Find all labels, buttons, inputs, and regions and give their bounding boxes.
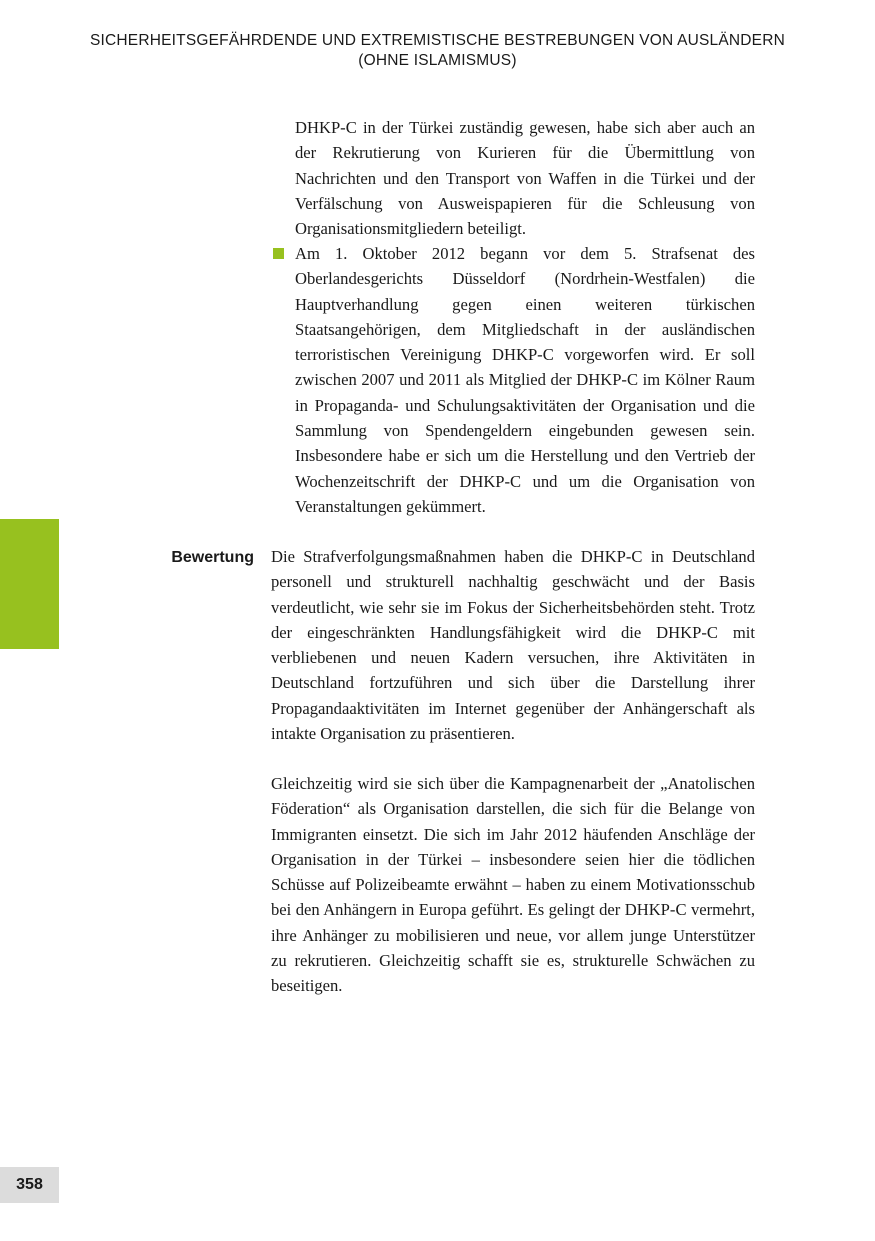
running-header <box>0 31 875 71</box>
assessment-label: Bewertung <box>171 549 254 566</box>
assessment-paragraph-2: Gleichzeitig wird sie sich über die Kampagnenarbeit der „Anatolischen Föderation“ als Organisation darstellen, die sich für die Belange von Immigranten einsetzt. Die sich im Jahr 2012 häufenden Anschläge der Organisation in der Türkei – insbesondere seien hier die tödlichen Schüsse auf Polizeibeamte erwähnt – haben zu einem Motivationsschub bei den Anhängern in Europa geführt. Es gelingt der DHKP-C vermehrt, ihre Anhänger zu mobilisieren und neue, vor allem junge Unterstützer zu rekrutieren. Gleichzeitig schafft sie es, strukturelle Schwächen zu beseitigen. <box>271 774 755 996</box>
assessment-paragraph-1: Die Strafverfolgungsmaßnahmen haben die DHKP-C in Deutschland personell und strukturell nachhaltig geschwächt und der Basis verdeutlicht, wie sehr sie im Fokus der Sicherheitsbehörden steht. Trotz der eingeschränkten Handlungsfähigkeit wird die DHKP-C mit verbliebenen und neuen Kadern versuchen, ihre Aktivitäten in Deutschland fortzuführen und sich über die Darstellung ihrer Propagandaaktivitäten im Internet gegenüber der Anhängerschaft als intakte Organisation zu präsentieren. <box>271 547 755 744</box>
bullet-square-icon <box>273 248 284 259</box>
page-number: 358 <box>0 1167 59 1203</box>
chapter-tab-marker <box>0 519 59 649</box>
continued-paragraph: DHKP-C in der Türkei zuständig gewesen, habe sich aber auch an der Rekrutierung von Kurieren für die Übermittlung von Nachrichten und den Transport von Waffen in die Türkei und der Verfälschung von Ausweispapieren für die Schleusung von Organisationsmitgliedern beteiligt. <box>295 118 755 239</box>
bullet-paragraph: Am 1. Oktober 2012 begann vor dem 5. Strafsenat des Oberlandesgerichts Düsseldorf (Nordrhein-Westfalen) die Hauptverhandlung gegen einen weiteren türkischen Staatsangehörigen, dem Mitgliedschaft in der ausländischen terroristischen Vereinigung DHKP-C vorgeworfen wird. Er soll zwischen 2007 und 2011 als Mitglied der DHKP-C im Kölner Raum in Propaganda- und Schulungsaktivitäten der Organisation und die Sammlung von Spendengeldern eingebunden gewesen sein. Insbesondere habe er sich um die Herstellung und den Vertrieb der Wochenzeitschrift der DHKP-C und um die Organisation von Veranstaltungen gekümmert. <box>295 244 755 516</box>
running-header-line-2: (OHNE ISLAMISMUS) <box>358 52 517 69</box>
running-header-line-1: SICHERHEITSGEFÄHRDENDE UND EXTREMISTISCHE BESTREBUNGEN VON AUSLÄNDERN <box>89 32 786 49</box>
